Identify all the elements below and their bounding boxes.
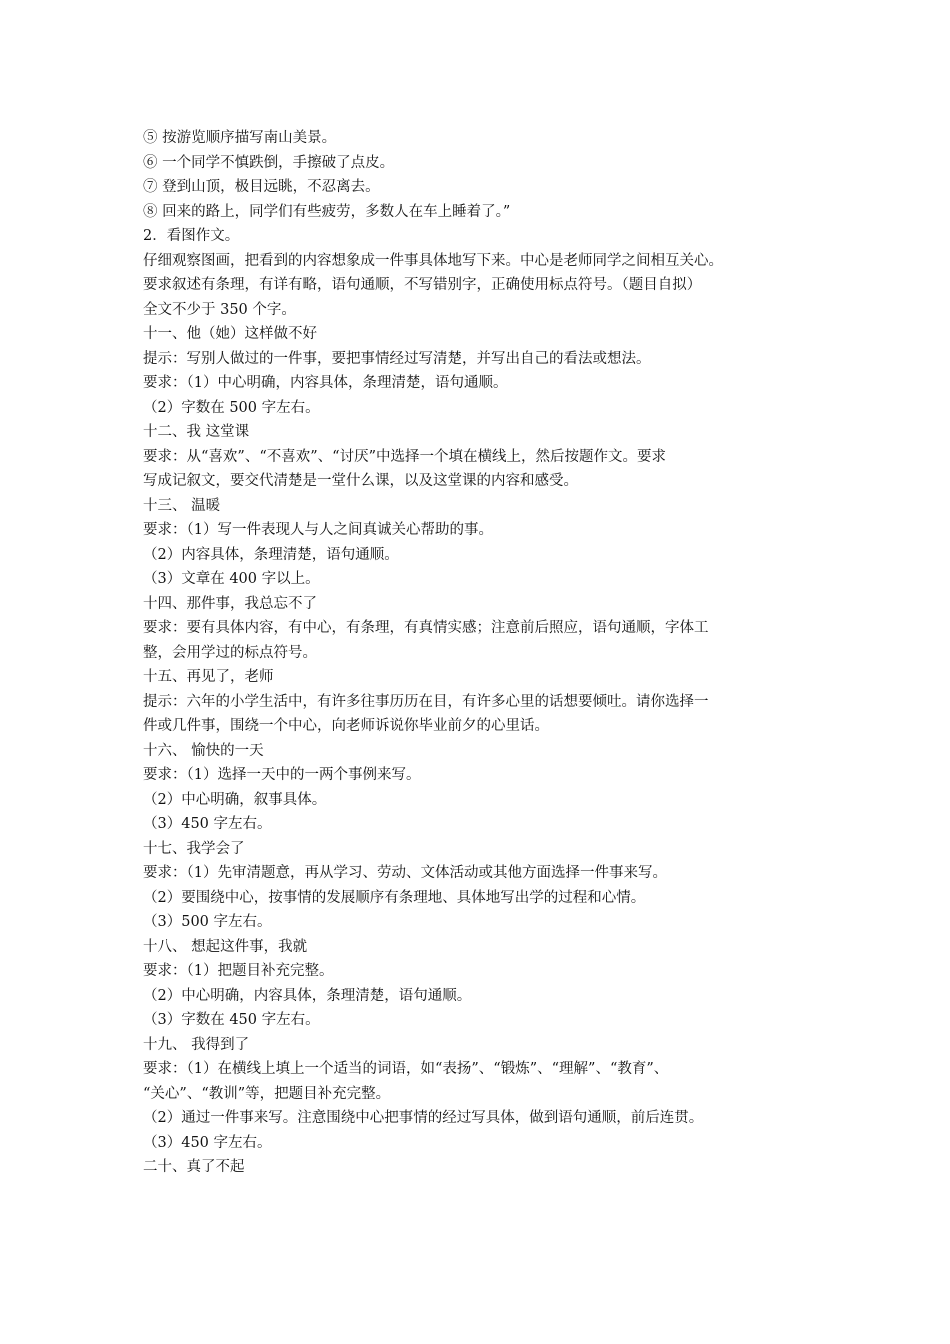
document-body: [143, 126, 823, 1180]
text-line: ⑥ 一个同学不慎跌倒，手擦破了点皮。: [143, 154, 395, 171]
text-line: 件或几件事，围绕一个中心，向老师诉说你毕业前夕的心里话。: [143, 718, 549, 734]
text-line: 写成记叙文，要交代清楚是一堂什么课，以及这堂课的内容和感受。: [143, 473, 578, 489]
text-line: （3）文章在 400 字以上。: [143, 571, 320, 587]
text-line: （3）450 字左右。: [143, 1134, 272, 1151]
text-line: 提示：写别人做过的一件事，要把事情经过写清楚，并写出自己的看法或想法。: [143, 350, 651, 367]
section-heading: 十七、我学会了: [143, 840, 245, 857]
text-line: 要求：从“喜欢”、“不喜欢”、“讨厌”中选择一个填在横线上，然后按题作文。要求: [143, 448, 666, 465]
section-heading: 十四、那件事，我总忘不了: [143, 595, 317, 612]
section-heading: 2．看图作文。: [143, 228, 240, 244]
text-line: 仔细观察图画，把看到的内容想象成一件事具体地写下来。中心是老师同学之间相互关心。: [143, 252, 723, 269]
text-line: ⑦ 登到山顶，极目远眺，不忍离去。: [143, 179, 380, 195]
text-line: 整，会用学过的标点符号。: [143, 644, 317, 661]
text-line: （2）字数在 500 字左右。: [143, 399, 320, 416]
text-line: 要求：（1）把题目补充完整。: [143, 963, 334, 979]
text-line: 全文不少于 350 个字。: [143, 301, 296, 318]
text-line: “关心”、“教训”等，把题目补充完整。: [143, 1085, 391, 1102]
text-line: 要求：要有具体内容，有中心，有条理，有真情实感；注意前后照应，语句通顺，字体工: [143, 620, 709, 636]
text-line: （2）要围绕中心，按事情的发展顺序有条理地、具体地写出学的过程和心情。: [143, 889, 646, 906]
section-heading: 十一、他（她）这样做不好: [143, 326, 317, 342]
text-line: 要求：（1）中心明确，内容具体，条理清楚，语句通顺。: [143, 375, 508, 391]
section-heading: 十八、 想起这件事，我就: [143, 938, 308, 955]
text-line: （2）中心明确，内容具体，条理清楚，语句通顺。: [143, 987, 472, 1004]
section-heading: 十六、 愉快的一天: [143, 742, 264, 759]
section-heading: 十九、 我得到了: [143, 1036, 250, 1053]
section-heading: 十三、 温暖: [143, 497, 221, 514]
section-heading: 十二、我 这堂课: [143, 424, 250, 440]
text-line: 要求：（1）在横线上填上一个适当的词语，如“表扬”、“锻炼”、“理解”、“教育”、: [143, 1061, 669, 1077]
text-line: ⑧ 回来的路上，同学们有些疲劳，多数人在车上睡着了。”: [143, 203, 511, 220]
text-line: ⑤ 按游览顺序描写南山美景。: [143, 130, 337, 146]
text-line: （3）450 字左右。: [143, 816, 272, 832]
text-line: （2）通过一件事来写。注意围绕中心把事情的经过写具体，做到语句通顺，前后连贯。: [143, 1110, 704, 1126]
text-line: 提示：六年的小学生活中，有许多往事历历在目，有许多心里的话想要倾吐。请你选择一: [143, 693, 709, 710]
section-heading: 二十、真了不起: [143, 1159, 245, 1175]
text-line: （3）字数在 450 字左右。: [143, 1012, 320, 1028]
text-line: 要求：（1）选择一天中的一两个事例来写。: [143, 767, 421, 783]
text-line: 要求叙述有条理，有详有略，语句通顺，不写错别字，正确使用标点符号。（题目自拟）: [143, 277, 702, 293]
section-heading: 十五、再见了，老师: [143, 669, 274, 685]
text-line: （3）500 字左右。: [143, 914, 272, 930]
text-line: （2）中心明确，叙事具体。: [143, 791, 327, 808]
text-line: （2）内容具体，条理清楚，语句通顺。: [143, 546, 399, 563]
text-line: 要求：（1）先审清题意，再从学习、劳动、文体活动或其他方面选择一件事来写。: [143, 865, 667, 881]
text-line: 要求：（1）写一件表现人与人之间真诚关心帮助的事。: [143, 522, 493, 538]
